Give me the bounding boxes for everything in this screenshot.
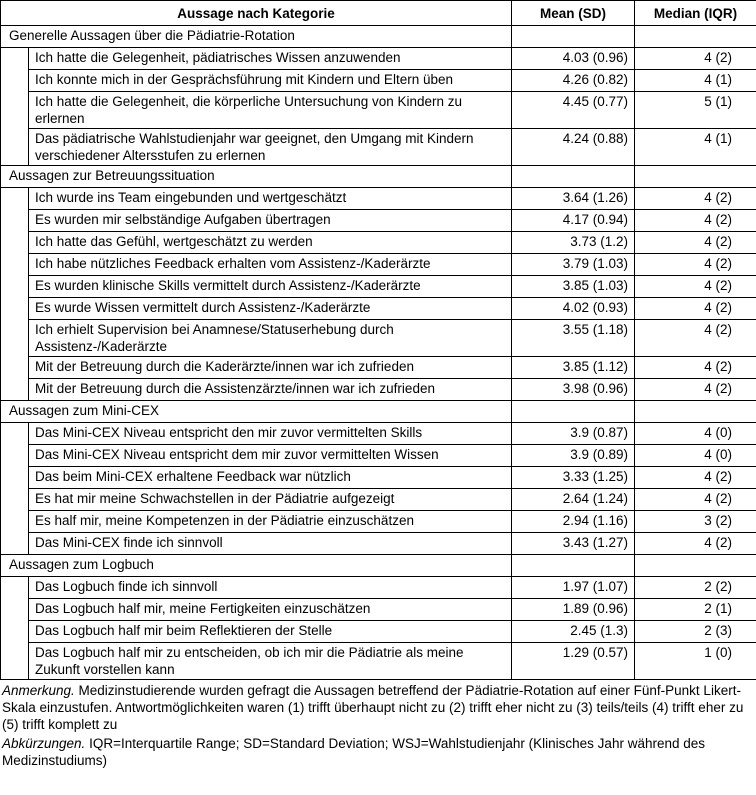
category-title: Generelle Aussagen über die Pädiatrie-Rotation [1, 26, 512, 48]
statement-cell: Mit der Betreuung durch die Kaderärzte/innen war ich zufrieden [29, 357, 512, 379]
statement-cell: Das Logbuch half mir zu entscheiden, ob ich mir die Pädiatrie als meine Zukunft vorstellen kann [29, 643, 512, 680]
indent-cell [1, 423, 29, 445]
median-cell: 4 (2) [635, 533, 756, 555]
statement-cell: Es wurde Wissen vermittelt durch Assistenz-/Kaderärzte [29, 298, 512, 320]
statement-cell: Ich erhielt Supervision bei Anamnese/Statuserhebung durch Assistenz-/Kaderärzte [29, 320, 512, 357]
median-cell: 4 (2) [635, 276, 756, 298]
empty-cell [635, 166, 756, 188]
abbreviations-note [0, 733, 756, 769]
indent-cell [1, 357, 29, 379]
category-row [1, 166, 756, 188]
indent-cell [1, 48, 29, 70]
mean-cell: 4.02 (0.93) [512, 298, 635, 320]
mean-cell: 3.85 (1.12) [512, 357, 635, 379]
mean-cell: 1.97 (1.07) [512, 577, 635, 599]
median-cell: 4 (0) [635, 423, 756, 445]
table-row [1, 379, 756, 401]
statement-cell: Das Logbuch finde ich sinnvoll [29, 577, 512, 599]
indent-cell [1, 577, 29, 599]
category-row [1, 401, 756, 423]
table-note [0, 680, 756, 733]
median-cell: 4 (2) [635, 254, 756, 276]
mean-cell: 3.98 (0.96) [512, 379, 635, 401]
abbreviations-text: IQR=Interquartile Range; SD=Standard Deviation; WSJ=Wahlstudienjahr (Klinisches Jahr während des Medizinstudiums) [2, 736, 706, 768]
statement-cell: Das Mini-CEX Niveau entspricht den mir zuvor vermittelten Skills [29, 423, 512, 445]
category-title: Aussagen zum Mini-CEX [1, 401, 512, 423]
statement-cell: Es wurden mir selbständige Aufgaben übertragen [29, 210, 512, 232]
median-cell: 4 (2) [635, 320, 756, 357]
indent-cell [1, 467, 29, 489]
mean-cell: 3.9 (0.89) [512, 445, 635, 467]
table-row [1, 445, 756, 467]
statement-cell: Ich hatte die Gelegenheit, pädiatrisches Wissen anzuwenden [29, 48, 512, 70]
statement-cell: Ich wurde ins Team eingebunden und wertgeschätzt [29, 188, 512, 210]
mean-cell: 4.03 (0.96) [512, 48, 635, 70]
table-row [1, 467, 756, 489]
indent-cell [1, 599, 29, 621]
table-row [1, 92, 756, 129]
table-row [1, 276, 756, 298]
indent-cell [1, 533, 29, 555]
statement-cell: Ich konnte mich in der Gesprächsführung mit Kindern und Eltern üben [29, 70, 512, 92]
median-cell: 4 (2) [635, 298, 756, 320]
mean-cell: 3.79 (1.03) [512, 254, 635, 276]
mean-cell: 3.64 (1.26) [512, 188, 635, 210]
statement-cell: Das beim Mini-CEX erhaltene Feedback war nützlich [29, 467, 512, 489]
indent-cell [1, 320, 29, 357]
mean-cell: 4.26 (0.82) [512, 70, 635, 92]
mean-cell: 4.45 (0.77) [512, 92, 635, 129]
mean-cell: 2.64 (1.24) [512, 489, 635, 511]
indent-cell [1, 254, 29, 276]
header-row [1, 1, 756, 26]
statement-cell: Es wurden klinische Skills vermittelt durch Assistenz-/Kaderärzte [29, 276, 512, 298]
indent-cell [1, 621, 29, 643]
indent-cell [1, 232, 29, 254]
indent-cell [1, 489, 29, 511]
median-cell: 4 (2) [635, 357, 756, 379]
table-row [1, 48, 756, 70]
empty-cell [635, 401, 756, 423]
indent-cell [1, 129, 29, 166]
empty-cell [512, 26, 635, 48]
table-row [1, 320, 756, 357]
median-cell: 4 (1) [635, 129, 756, 166]
empty-cell [635, 26, 756, 48]
category-title: Aussagen zum Logbuch [1, 555, 512, 577]
note-text: Medizinstudierende wurden gefragt die Aussagen betreffend der Pädiatrie-Rotation auf einer Fünf-Punkt Likert-Skala einzustufen. Antwortmöglichkeiten waren (1) trifft überhaupt nicht zu (2) trifft eher nicht zu (3) teils/teils (4) trifft eher zu (5) trifft komplett zu [2, 683, 744, 732]
median-cell: 4 (2) [635, 489, 756, 511]
mean-cell: 2.94 (1.16) [512, 511, 635, 533]
table-row [1, 423, 756, 445]
indent-cell [1, 511, 29, 533]
table-row [1, 210, 756, 232]
indent-cell [1, 92, 29, 129]
median-cell: 4 (2) [635, 379, 756, 401]
category-row [1, 26, 756, 48]
table-row [1, 599, 756, 621]
abbreviations-label: Abkürzungen. [2, 736, 86, 751]
statement-cell: Mit der Betreuung durch die Assistenzärzte/innen war ich zufrieden [29, 379, 512, 401]
mean-cell: 3.85 (1.03) [512, 276, 635, 298]
empty-cell [512, 555, 635, 577]
empty-cell [635, 555, 756, 577]
median-cell: 4 (2) [635, 467, 756, 489]
mean-cell: 3.55 (1.18) [512, 320, 635, 357]
table-row [1, 643, 756, 680]
header-median: Median (IQR) [635, 1, 756, 26]
table-row [1, 129, 756, 166]
median-cell: 2 (3) [635, 621, 756, 643]
mean-cell: 3.43 (1.27) [512, 533, 635, 555]
statement-cell: Das Logbuch half mir, meine Fertigkeiten einzuschätzen [29, 599, 512, 621]
table-row [1, 489, 756, 511]
statement-cell: Es half mir, meine Kompetenzen in der Pädiatrie einzuschätzen [29, 511, 512, 533]
statement-cell: Das Mini-CEX finde ich sinnvoll [29, 533, 512, 555]
table-row [1, 511, 756, 533]
indent-cell [1, 643, 29, 680]
indent-cell [1, 210, 29, 232]
indent-cell [1, 276, 29, 298]
median-cell: 1 (0) [635, 643, 756, 680]
median-cell: 4 (1) [635, 70, 756, 92]
empty-cell [512, 166, 635, 188]
median-cell: 4 (2) [635, 188, 756, 210]
category-row [1, 555, 756, 577]
mean-cell: 4.17 (0.94) [512, 210, 635, 232]
table-row [1, 621, 756, 643]
median-cell: 2 (1) [635, 599, 756, 621]
note-label: Anmerkung. [2, 683, 75, 698]
median-cell: 4 (0) [635, 445, 756, 467]
table-row [1, 188, 756, 210]
statement-cell: Ich habe nützliches Feedback erhalten vom Assistenz-/Kaderärzte [29, 254, 512, 276]
table-row [1, 232, 756, 254]
table-row [1, 298, 756, 320]
mean-cell: 3.9 (0.87) [512, 423, 635, 445]
mean-cell: 1.89 (0.96) [512, 599, 635, 621]
indent-cell [1, 188, 29, 210]
indent-cell [1, 70, 29, 92]
median-cell: 4 (2) [635, 210, 756, 232]
header-mean: Mean (SD) [512, 1, 635, 26]
median-cell: 4 (2) [635, 48, 756, 70]
statement-cell: Ich hatte das Gefühl, wertgeschätzt zu werden [29, 232, 512, 254]
table-row [1, 533, 756, 555]
indent-cell [1, 379, 29, 401]
median-cell: 5 (1) [635, 92, 756, 129]
median-cell: 4 (2) [635, 232, 756, 254]
header-statement: Aussage nach Kategorie [1, 1, 512, 26]
statement-cell: Es hat mir meine Schwachstellen in der Pädiatrie aufgezeigt [29, 489, 512, 511]
median-cell: 3 (2) [635, 511, 756, 533]
table-row [1, 254, 756, 276]
mean-cell: 1.29 (0.57) [512, 643, 635, 680]
statement-cell: Ich hatte die Gelegenheit, die körperliche Untersuchung von Kindern zu erlernen [29, 92, 512, 129]
table-row [1, 357, 756, 379]
mean-cell: 4.24 (0.88) [512, 129, 635, 166]
empty-cell [512, 401, 635, 423]
indent-cell [1, 298, 29, 320]
category-title: Aussagen zur Betreuungssituation [1, 166, 512, 188]
table-body [1, 26, 756, 680]
statement-cell: Das Logbuch half mir beim Reflektieren der Stelle [29, 621, 512, 643]
median-cell: 2 (2) [635, 577, 756, 599]
statement-cell: Das pädiatrische Wahlstudienjahr war geeignet, den Umgang mit Kindern verschiedener Altersstufen zu erlernen [29, 129, 512, 166]
mean-cell: 3.73 (1.2) [512, 232, 635, 254]
indent-cell [1, 445, 29, 467]
table-row [1, 70, 756, 92]
mean-cell: 3.33 (1.25) [512, 467, 635, 489]
table-row [1, 577, 756, 599]
mean-cell: 2.45 (1.3) [512, 621, 635, 643]
statement-cell: Das Mini-CEX Niveau entspricht dem mir zuvor vermittelten Wissen [29, 445, 512, 467]
